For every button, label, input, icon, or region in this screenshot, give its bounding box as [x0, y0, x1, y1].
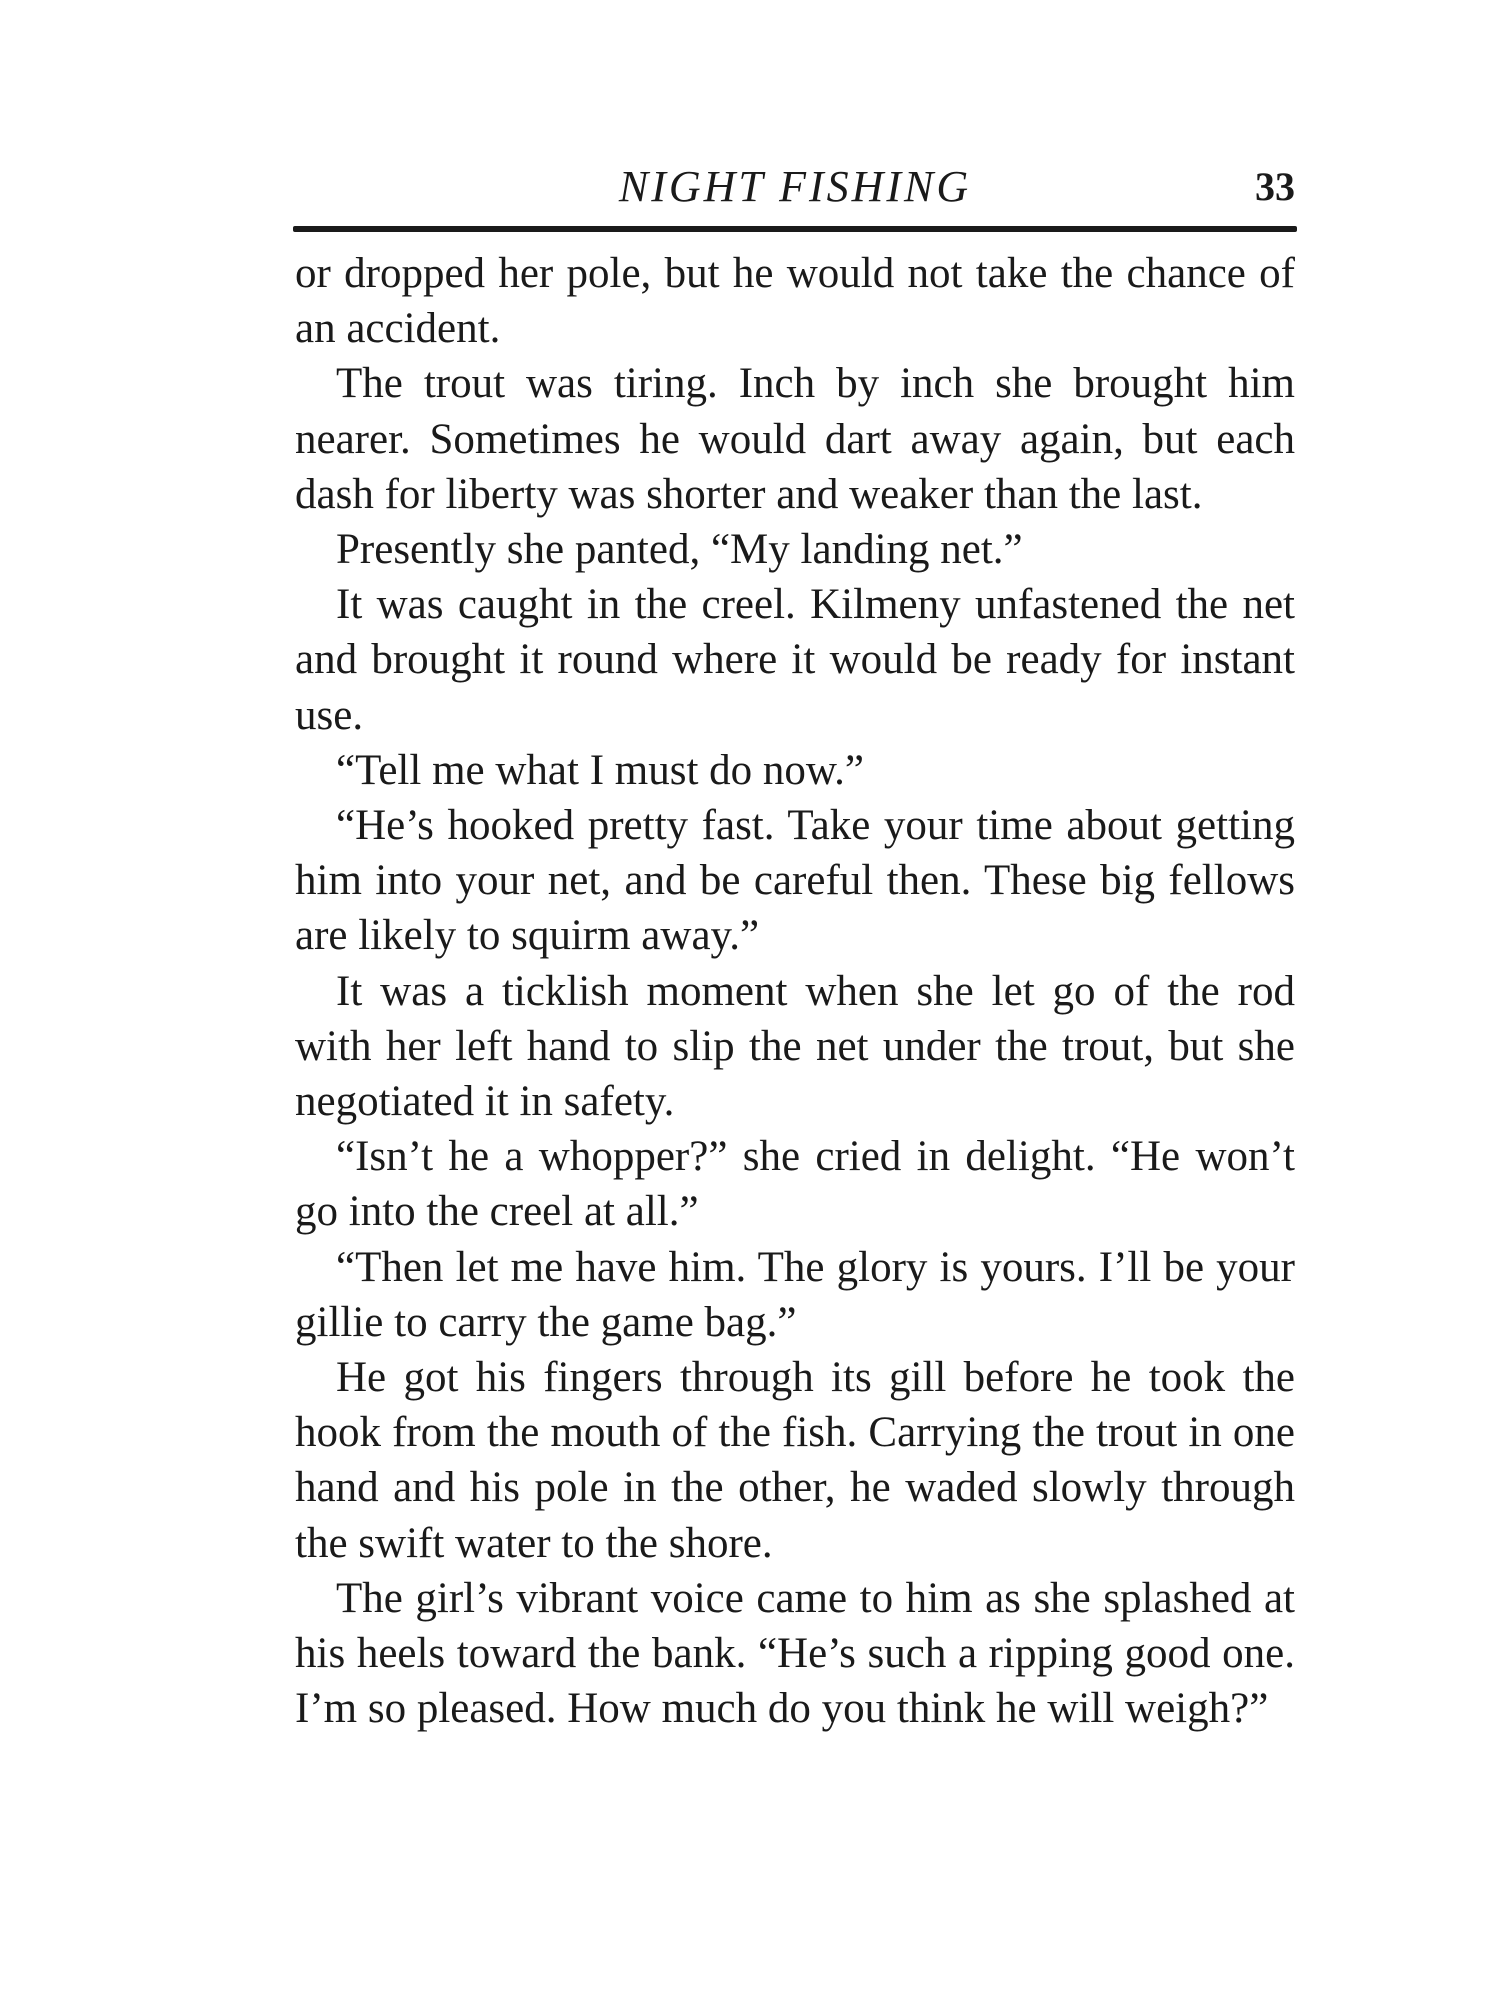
- running-title: NIGHT FISHING: [618, 162, 972, 211]
- paragraph: “Isn’t he a whopper?” she cried in delight. “He won’t go into the creel at all.”: [295, 1133, 1295, 1236]
- paragraph: He got his fingers through its gill before he took the hook from the mouth of the fish. Carrying the trout in one hand and his pole in the other, he waded slowly through the swift water to the shore.: [295, 1354, 1295, 1567]
- paragraph: It was a ticklish moment when she let go of the rod with her left hand to slip the net under the trout, but she negotiated it in safety.: [295, 967, 1295, 1126]
- paragraph: It was caught in the creel. Kilmeny unfastened the net and brought it round where it would be ready for instant use.: [295, 581, 1295, 739]
- paragraph: The trout was tiring. Inch by inch she brought him nearer. Sometimes he would dart away again, but each dash for liberty was shorter and weaker than the last.: [295, 360, 1295, 518]
- header-rule: [293, 226, 1297, 232]
- page-number: 33: [1255, 164, 1295, 209]
- running-head: [295, 156, 1295, 216]
- paragraph: The girl’s vibrant voice came to him as she splashed at his heels toward the bank. “He’s such a ripping good one. I’m so pleased. How much do you think he will weigh?”: [295, 1574, 1295, 1733]
- paragraph: “He’s hooked pretty fast. Take your time about getting him into your net, and be careful then. These big fellows are likely to squirm away.”: [295, 802, 1295, 960]
- paragraph: or dropped her pole, but he would not take the chance of an accident.: [295, 250, 1295, 353]
- paragraph: “Tell me what I must do now.”: [336, 746, 864, 794]
- paragraph: Presently she panted, “My landing net.”: [336, 526, 1023, 574]
- paragraph: “Then let me have him. The glory is yours. I’ll be your gillie to carry the game bag.”: [295, 1243, 1295, 1346]
- body-text: [295, 246, 1295, 1736]
